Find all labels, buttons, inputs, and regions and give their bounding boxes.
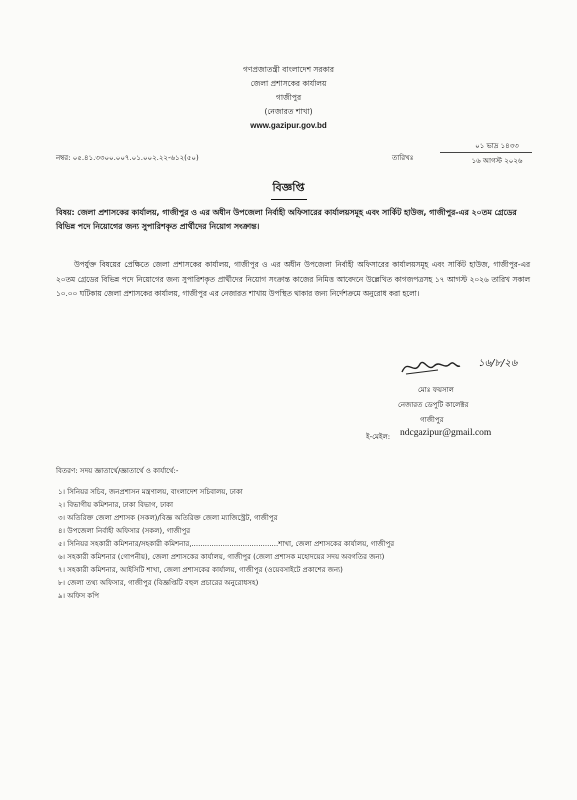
date-bangla: ০১ ভাদ্র ১৪৩৩	[475, 142, 519, 150]
list-item: ১। সিনিয়র সচিব, জনপ্রশাসন মন্ত্রণালয়, বাংলাদেশ সচিবালয়, ঢাকা	[58, 488, 243, 496]
date-divider	[440, 152, 532, 153]
email-link[interactable]: ndcgazipur@gmail.com	[400, 428, 492, 438]
signatory-name: মোঃ ফয়সাল	[418, 386, 454, 394]
subject: বিষয়: জেলা প্রশাসকের কার্যালয়, গাজীপুর ও এর অধীন উপজেলা নির্বাহী অফিসারের কার্যালয়সমূহ এবং সার্কিট হাউজ, গাজীপুর-এর ২০তম গ্রেডের বিভিন্ন পদে নিয়োগের জন্য সুপারিশকৃত প্রার্থীদের নিয়োগ সংক্রান্ত।	[56, 208, 517, 231]
list-item: ৪। উপজেলা নির্বাহী অফিসার (সকল), গাজীপুর	[58, 527, 191, 535]
header-office: জেলা প্রশাসকের কার্যালয়	[250, 79, 327, 88]
memo-number: নম্বর: ০৫.৪১.৩৩০০.০০৭.০১.০০২.২২-৬১২(৫০)	[56, 154, 199, 162]
list-item: ৫। সিনিয়র সহকারী কমিশনার/সহকারী কমিশনার,.......................................শাখা, জেলা প্রশাসকের কার্যালয়, গাজীপুর	[58, 540, 395, 548]
list-item: ৮। জেলা তথ্য অফিসার, গাজীপুর (বিজ্ঞপ্তিটি বহুল প্রচারের অনুরোধসহ)	[58, 579, 259, 587]
signature-date: ১৬/৮/২৬	[478, 358, 518, 369]
date-english: ১৬ আগস্ট ২০২৬	[471, 157, 523, 165]
list-item: ২। বিভাগীয় কমিশনার, ঢাকা বিভাগ, ঢাকা	[58, 501, 174, 509]
signatory-designation: নেজারত ডেপুটি কালেক্টর	[398, 401, 469, 409]
email-label: ই-মেইল:	[366, 433, 391, 441]
header-district: গাজীপুর	[275, 93, 302, 102]
header-government: গণপ্রজাতন্ত্রী বাংলাদেশ সরকার	[242, 65, 335, 74]
notice-title-wrap	[0, 176, 577, 200]
list-item: ৭। সহকারী কমিশনার, আইসিটি শাখা, জেলা প্রশাসকের কার্যালয়, গাজীপুর (ওয়েবসাইটে প্রকাশের জন্য)	[58, 566, 343, 574]
list-item: ৩। অতিরিক্ত জেলা প্রশাসক (সকল)/বিজ্ঞ অতিরিক্ত জেলা ম্যাজিস্ট্রেট, গাজীপুর	[58, 514, 278, 522]
header-website[interactable]: www.gazipur.gov.bd	[250, 121, 327, 130]
body-paragraph: উপর্যুক্ত বিষয়ের প্রেক্ষিতে জেলা প্রশাসকের কার্যালয়, গাজীপুর ও এর অধীন উপজেলা নির্বাহী অফিসারের কার্যালয়সমূহ এবং সার্কিট হাউজ, গাজীপুর-এর ২০তম গ্রেডের বিভিন্ন পদে নিয়োগের জন্য সুপারিশকৃত প্রার্থীদের নিয়োগ সংক্রান্ত কাজের নিমিত্ত আবেদনে উল্লেখিত কাগজপত্রসহ ১৭ আগস্ট ২০২৬ তারিখ সকাল ১০.০০ ঘটিকায় জেলা প্রশাসকের কার্যালয়, গাজীপুর এর নেজারত শাখায় উপস্থিত থাকার জন্য নির্দেশক্রমে অনুরোধ করা হলো।	[56, 260, 530, 298]
date-label: তারিখঃ	[392, 154, 414, 162]
header-section: (নেজারত শাখা)	[264, 107, 313, 116]
signatory-office: গাজীপুর	[420, 416, 444, 424]
list-item: ৬। সহকারী কমিশনার (গোপনীয়), জেলা প্রশাসকের কার্যালয়, গাজীপুর (জেলা প্রশাসক মহোদয়ের সদয় অবগতির জন্য)	[58, 553, 385, 561]
distribution-list	[58, 486, 394, 603]
notice-title: বিজ্ঞপ্তি	[271, 179, 307, 200]
list-item: ৯। অফিস কপি	[58, 592, 99, 600]
distribution-heading: বিতরণ: সদয় জ্ঞাতার্থে/জ্ঞাতার্থে ও কার্যার্থে:-	[56, 467, 179, 475]
